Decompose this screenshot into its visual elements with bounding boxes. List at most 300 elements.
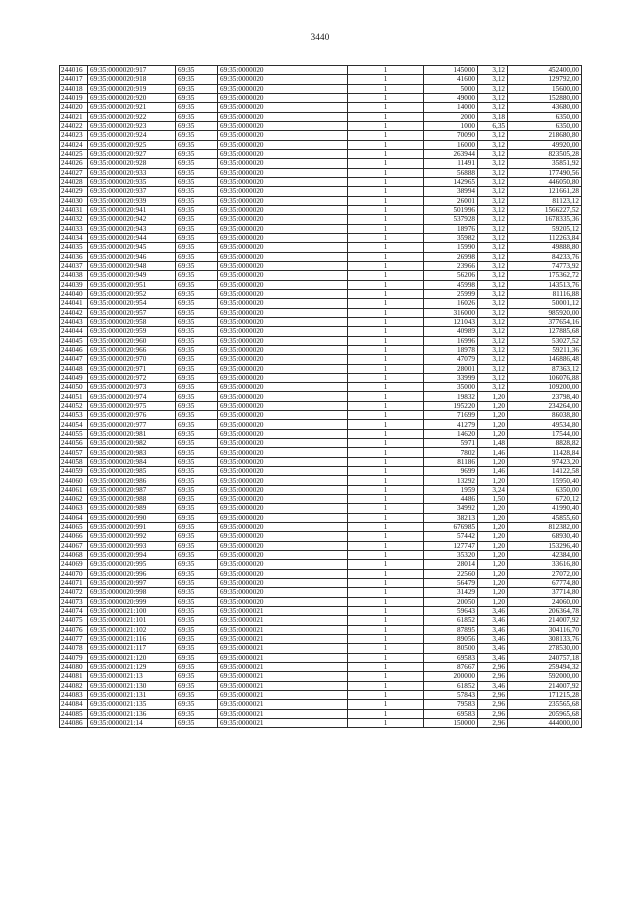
type-code-cell: 1 — [348, 252, 424, 261]
cadastral-number-cell: 69:35:0000020:935 — [88, 177, 176, 186]
table-row — [60, 597, 582, 606]
area-value-cell: 16996 — [424, 336, 478, 345]
specific-value-cell: 1,20 — [478, 411, 508, 420]
quarter-number-cell: 69:35:0000020 — [218, 373, 348, 382]
table-row — [60, 420, 582, 429]
row-number-cell: 244052 — [60, 401, 88, 410]
row-number-cell: 244025 — [60, 149, 88, 158]
specific-value-cell: 3,46 — [478, 625, 508, 634]
specific-value-cell: 3,46 — [478, 653, 508, 662]
cadastral-value-cell: 146886,48 — [508, 355, 582, 364]
area-value-cell: 47079 — [424, 355, 478, 364]
specific-value-cell: 2,96 — [478, 709, 508, 718]
district-code-cell: 69:35 — [176, 690, 218, 699]
cadastral-value-cell: 127885,68 — [508, 327, 582, 336]
type-code-cell: 1 — [348, 663, 424, 672]
area-value-cell: 18976 — [424, 224, 478, 233]
district-code-cell: 69:35 — [176, 560, 218, 569]
area-value-cell: 1000 — [424, 121, 478, 130]
quarter-number-cell: 69:35:0000020 — [218, 504, 348, 513]
district-code-cell: 69:35 — [176, 681, 218, 690]
quarter-number-cell: 69:35:0000020 — [218, 224, 348, 233]
area-value-cell: 142965 — [424, 177, 478, 186]
specific-value-cell: 1,20 — [478, 560, 508, 569]
cadastral-number-cell: 69:35:0000020:971 — [88, 364, 176, 373]
row-number-cell: 244086 — [60, 718, 88, 727]
specific-value-cell: 3,12 — [478, 84, 508, 93]
cadastral-value-cell: 59211,36 — [508, 345, 582, 354]
cadastral-value-cell: 42384,00 — [508, 551, 582, 560]
specific-value-cell: 2,96 — [478, 663, 508, 672]
table-row — [60, 504, 582, 513]
district-code-cell: 69:35 — [176, 261, 218, 270]
specific-value-cell: 1,48 — [478, 439, 508, 448]
area-value-cell: 57442 — [424, 532, 478, 541]
type-code-cell: 1 — [348, 690, 424, 699]
type-code-cell: 1 — [348, 196, 424, 205]
specific-value-cell: 1,20 — [478, 569, 508, 578]
table-row — [60, 429, 582, 438]
type-code-cell: 1 — [348, 569, 424, 578]
area-value-cell: 79583 — [424, 700, 478, 709]
row-number-cell: 244018 — [60, 84, 88, 93]
cadastral-number-cell: 69:35:0000020:946 — [88, 252, 176, 261]
table-row — [60, 532, 582, 541]
area-value-cell: 69583 — [424, 709, 478, 718]
cadastral-number-cell: 69:35:0000020:972 — [88, 373, 176, 382]
type-code-cell: 1 — [348, 233, 424, 242]
row-number-cell: 244043 — [60, 317, 88, 326]
type-code-cell: 1 — [348, 84, 424, 93]
table-row — [60, 187, 582, 196]
type-code-cell: 1 — [348, 317, 424, 326]
type-code-cell: 1 — [348, 681, 424, 690]
quarter-number-cell: 69:35:0000020 — [218, 187, 348, 196]
table-row — [60, 439, 582, 448]
area-value-cell: 25999 — [424, 289, 478, 298]
cadastral-value-cell: 74773,92 — [508, 261, 582, 270]
cadastral-number-cell: 69:35:0000020:923 — [88, 121, 176, 130]
cadastral-number-cell: 69:35:0000020:951 — [88, 280, 176, 289]
row-number-cell: 244061 — [60, 485, 88, 494]
district-code-cell: 69:35 — [176, 364, 218, 373]
area-value-cell: 40989 — [424, 327, 478, 336]
table-row — [60, 168, 582, 177]
area-value-cell: 676985 — [424, 523, 478, 532]
cadastral-number-cell: 69:35:0000020:948 — [88, 261, 176, 270]
area-value-cell: 38994 — [424, 187, 478, 196]
quarter-number-cell: 69:35:0000020 — [218, 308, 348, 317]
area-value-cell: 41279 — [424, 420, 478, 429]
area-value-cell: 57843 — [424, 690, 478, 699]
table-row — [60, 224, 582, 233]
area-value-cell: 537928 — [424, 215, 478, 224]
district-code-cell: 69:35 — [176, 672, 218, 681]
table-row — [60, 700, 582, 709]
quarter-number-cell: 69:35:0000020 — [218, 196, 348, 205]
row-number-cell: 244064 — [60, 513, 88, 522]
district-code-cell: 69:35 — [176, 541, 218, 550]
row-number-cell: 244081 — [60, 672, 88, 681]
area-value-cell: 16026 — [424, 299, 478, 308]
type-code-cell: 1 — [348, 336, 424, 345]
district-code-cell: 69:35 — [176, 420, 218, 429]
district-code-cell: 69:35 — [176, 168, 218, 177]
specific-value-cell: 1,20 — [478, 579, 508, 588]
district-code-cell: 69:35 — [176, 718, 218, 727]
type-code-cell: 1 — [348, 289, 424, 298]
quarter-number-cell: 69:35:0000020 — [218, 103, 348, 112]
type-code-cell: 1 — [348, 672, 424, 681]
area-value-cell: 11491 — [424, 159, 478, 168]
specific-value-cell: 3,12 — [478, 103, 508, 112]
specific-value-cell: 3,12 — [478, 215, 508, 224]
cadastral-value-cell: 121661,28 — [508, 187, 582, 196]
cadastral-number-cell: 69:35:0000020:958 — [88, 317, 176, 326]
type-code-cell: 1 — [348, 504, 424, 513]
type-code-cell: 1 — [348, 131, 424, 140]
row-number-cell: 244057 — [60, 448, 88, 457]
cadastral-number-cell: 69:35:0000020:927 — [88, 149, 176, 158]
type-code-cell: 1 — [348, 121, 424, 130]
cadastral-number-cell: 69:35:0000021:117 — [88, 644, 176, 653]
specific-value-cell: 1,20 — [478, 541, 508, 550]
specific-value-cell: 1,20 — [478, 401, 508, 410]
cadastral-value-cell: 234264,00 — [508, 401, 582, 410]
table-row — [60, 271, 582, 280]
cadastral-number-cell: 69:35:0000021:14 — [88, 718, 176, 727]
quarter-number-cell: 69:35:0000021 — [218, 700, 348, 709]
type-code-cell: 1 — [348, 224, 424, 233]
cadastral-value-cell: 153296,40 — [508, 541, 582, 550]
cadastral-value-cell: 59205,12 — [508, 224, 582, 233]
table-row — [60, 383, 582, 392]
cadastral-number-cell: 69:35:0000020:999 — [88, 597, 176, 606]
table-body — [60, 66, 582, 728]
cadastral-value-cell: 985920,00 — [508, 308, 582, 317]
table-row — [60, 392, 582, 401]
cadastral-number-cell: 69:35:0000020:988 — [88, 495, 176, 504]
type-code-cell: 1 — [348, 392, 424, 401]
cadastral-number-cell: 69:35:0000020:957 — [88, 308, 176, 317]
cadastral-value-cell: 86038,80 — [508, 411, 582, 420]
cadastral-value-cell: 592000,00 — [508, 672, 582, 681]
area-value-cell: 145000 — [424, 66, 478, 75]
quarter-number-cell: 69:35:0000020 — [218, 243, 348, 252]
cadastral-value-cell: 35851,92 — [508, 159, 582, 168]
specific-value-cell: 3,46 — [478, 644, 508, 653]
quarter-number-cell: 69:35:0000020 — [218, 131, 348, 140]
row-number-cell: 244054 — [60, 420, 88, 429]
row-number-cell: 244065 — [60, 523, 88, 532]
specific-value-cell: 1,50 — [478, 495, 508, 504]
type-code-cell: 1 — [348, 653, 424, 662]
specific-value-cell: 3,12 — [478, 336, 508, 345]
cadastral-value-cell: 177490,56 — [508, 168, 582, 177]
row-number-cell: 244045 — [60, 336, 88, 345]
row-number-cell: 244063 — [60, 504, 88, 513]
table-row — [60, 373, 582, 382]
cadastral-value-cell: 812382,00 — [508, 523, 582, 532]
cadastral-number-cell: 69:35:0000020:924 — [88, 131, 176, 140]
row-number-cell: 244041 — [60, 299, 88, 308]
quarter-number-cell: 69:35:0000020 — [218, 84, 348, 93]
quarter-number-cell: 69:35:0000021 — [218, 690, 348, 699]
row-number-cell: 244026 — [60, 159, 88, 168]
quarter-number-cell: 69:35:0000020 — [218, 261, 348, 270]
quarter-number-cell: 69:35:0000020 — [218, 112, 348, 121]
specific-value-cell: 1,20 — [478, 513, 508, 522]
type-code-cell: 1 — [348, 168, 424, 177]
quarter-number-cell: 69:35:0000020 — [218, 532, 348, 541]
cadastral-number-cell: 69:35:0000021:131 — [88, 690, 176, 699]
type-code-cell: 1 — [348, 364, 424, 373]
cadastral-value-cell: 49920,00 — [508, 140, 582, 149]
specific-value-cell: 3,12 — [478, 299, 508, 308]
area-value-cell: 35982 — [424, 233, 478, 242]
area-value-cell: 61852 — [424, 681, 478, 690]
quarter-number-cell: 69:35:0000020 — [218, 467, 348, 476]
table-row — [60, 541, 582, 550]
cadastral-value-cell: 15950,40 — [508, 476, 582, 485]
table-row — [60, 215, 582, 224]
table-row — [60, 457, 582, 466]
row-number-cell: 244034 — [60, 233, 88, 242]
district-code-cell: 69:35 — [176, 653, 218, 662]
cadastral-number-cell: 69:35:0000020:998 — [88, 588, 176, 597]
cadastral-value-cell: 214007,92 — [508, 616, 582, 625]
row-number-cell: 244031 — [60, 205, 88, 214]
table-row — [60, 336, 582, 345]
cadastral-value-cell: 11428,84 — [508, 448, 582, 457]
cadastral-number-cell: 69:35:0000020:954 — [88, 299, 176, 308]
district-code-cell: 69:35 — [176, 504, 218, 513]
cadastral-value-cell: 6350,00 — [508, 121, 582, 130]
cadastral-value-cell: 81123,12 — [508, 196, 582, 205]
district-code-cell: 69:35 — [176, 187, 218, 196]
area-value-cell: 18978 — [424, 345, 478, 354]
cadastral-value-cell: 8828,82 — [508, 439, 582, 448]
quarter-number-cell: 69:35:0000021 — [218, 663, 348, 672]
cadastral-value-cell: 1566227,52 — [508, 205, 582, 214]
type-code-cell: 1 — [348, 112, 424, 121]
row-number-cell: 244036 — [60, 252, 88, 261]
cadastral-value-cell: 97423,20 — [508, 457, 582, 466]
row-number-cell: 244069 — [60, 560, 88, 569]
quarter-number-cell: 69:35:0000020 — [218, 513, 348, 522]
quarter-number-cell: 69:35:0000020 — [218, 588, 348, 597]
cadastral-number-cell: 69:35:0000021:102 — [88, 625, 176, 634]
area-value-cell: 56888 — [424, 168, 478, 177]
area-value-cell: 5000 — [424, 84, 478, 93]
table-row — [60, 401, 582, 410]
cadastral-value-cell: 15600,00 — [508, 84, 582, 93]
type-code-cell: 1 — [348, 457, 424, 466]
district-code-cell: 69:35 — [176, 252, 218, 261]
specific-value-cell: 3,12 — [478, 196, 508, 205]
row-number-cell: 244080 — [60, 663, 88, 672]
cadastral-number-cell: 69:35:0000020:944 — [88, 233, 176, 242]
cadastral-value-cell: 278530,00 — [508, 644, 582, 653]
table-row — [60, 644, 582, 653]
table-row — [60, 317, 582, 326]
quarter-number-cell: 69:35:0000020 — [218, 485, 348, 494]
cadastral-number-cell: 69:35:0000020:945 — [88, 243, 176, 252]
quarter-number-cell: 69:35:0000020 — [218, 140, 348, 149]
specific-value-cell: 3,12 — [478, 159, 508, 168]
row-number-cell: 244048 — [60, 364, 88, 373]
area-value-cell: 4486 — [424, 495, 478, 504]
type-code-cell: 1 — [348, 532, 424, 541]
quarter-number-cell: 69:35:0000021 — [218, 681, 348, 690]
cadastral-number-cell: 69:35:0000020:922 — [88, 112, 176, 121]
cadastral-number-cell: 69:35:0000020:933 — [88, 168, 176, 177]
cadastral-value-cell: 50001,12 — [508, 299, 582, 308]
district-code-cell: 69:35 — [176, 224, 218, 233]
type-code-cell: 1 — [348, 476, 424, 485]
specific-value-cell: 1,46 — [478, 467, 508, 476]
cadastral-number-cell: 69:35:0000020:943 — [88, 224, 176, 233]
cadastral-value-cell: 214007,92 — [508, 681, 582, 690]
specific-value-cell: 3,12 — [478, 224, 508, 233]
table-row — [60, 103, 582, 112]
quarter-number-cell: 69:35:0000020 — [218, 579, 348, 588]
type-code-cell: 1 — [348, 159, 424, 168]
row-number-cell: 244077 — [60, 635, 88, 644]
quarter-number-cell: 69:35:0000020 — [218, 93, 348, 102]
quarter-number-cell: 69:35:0000020 — [218, 392, 348, 401]
quarter-number-cell: 69:35:0000020 — [218, 560, 348, 569]
table-row — [60, 607, 582, 616]
quarter-number-cell: 69:35:0000021 — [218, 672, 348, 681]
type-code-cell: 1 — [348, 700, 424, 709]
specific-value-cell: 3,12 — [478, 168, 508, 177]
cadastral-value-cell: 171215,28 — [508, 690, 582, 699]
area-value-cell: 61852 — [424, 616, 478, 625]
row-number-cell: 244020 — [60, 103, 88, 112]
type-code-cell: 1 — [348, 560, 424, 569]
table-row — [60, 66, 582, 75]
row-number-cell: 244024 — [60, 140, 88, 149]
area-value-cell: 316000 — [424, 308, 478, 317]
cadastral-number-cell: 69:35:0000020:970 — [88, 355, 176, 364]
specific-value-cell: 1,20 — [478, 429, 508, 438]
district-code-cell: 69:35 — [176, 233, 218, 242]
area-value-cell: 26001 — [424, 196, 478, 205]
cadastral-value-cell: 49888,80 — [508, 243, 582, 252]
row-number-cell: 244028 — [60, 177, 88, 186]
district-code-cell: 69:35 — [176, 709, 218, 718]
row-number-cell: 244022 — [60, 121, 88, 130]
district-code-cell: 69:35 — [176, 700, 218, 709]
cadastral-value-cell: 205965,68 — [508, 709, 582, 718]
row-number-cell: 244030 — [60, 196, 88, 205]
cadastral-value-cell: 218680,80 — [508, 131, 582, 140]
specific-value-cell: 1,20 — [478, 532, 508, 541]
area-value-cell: 20050 — [424, 597, 478, 606]
row-number-cell: 244078 — [60, 644, 88, 653]
quarter-number-cell: 69:35:0000020 — [218, 317, 348, 326]
area-value-cell: 9699 — [424, 467, 478, 476]
table-row — [60, 327, 582, 336]
cadastral-number-cell: 69:35:0000021:101 — [88, 616, 176, 625]
district-code-cell: 69:35 — [176, 607, 218, 616]
area-value-cell: 28001 — [424, 364, 478, 373]
cadastral-number-cell: 69:35:0000020:942 — [88, 215, 176, 224]
cadastral-number-cell: 69:35:0000020:989 — [88, 504, 176, 513]
quarter-number-cell: 69:35:0000020 — [218, 401, 348, 410]
cadastral-value-cell: 823505,28 — [508, 149, 582, 158]
type-code-cell: 1 — [348, 625, 424, 634]
quarter-number-cell: 69:35:0000020 — [218, 215, 348, 224]
cadastral-number-cell: 69:35:0000020:991 — [88, 523, 176, 532]
row-number-cell: 244038 — [60, 271, 88, 280]
cadastral-value-cell: 37714,80 — [508, 588, 582, 597]
table-row — [60, 467, 582, 476]
specific-value-cell: 3,12 — [478, 205, 508, 214]
specific-value-cell: 3,46 — [478, 635, 508, 644]
type-code-cell: 1 — [348, 93, 424, 102]
cadastral-number-cell: 69:35:0000020:986 — [88, 476, 176, 485]
type-code-cell: 1 — [348, 607, 424, 616]
district-code-cell: 69:35 — [176, 663, 218, 672]
specific-value-cell: 1,20 — [478, 523, 508, 532]
quarter-number-cell: 69:35:0000020 — [218, 429, 348, 438]
district-code-cell: 69:35 — [176, 439, 218, 448]
cadastral-number-cell: 69:35:0000020:973 — [88, 383, 176, 392]
table-row — [60, 84, 582, 93]
table-row — [60, 588, 582, 597]
area-value-cell: 56206 — [424, 271, 478, 280]
quarter-number-cell: 69:35:0000021 — [218, 625, 348, 634]
row-number-cell: 244073 — [60, 597, 88, 606]
specific-value-cell: 1,20 — [478, 504, 508, 513]
cadastral-number-cell: 69:35:0000021:116 — [88, 635, 176, 644]
row-number-cell: 244074 — [60, 607, 88, 616]
quarter-number-cell: 69:35:0000020 — [218, 523, 348, 532]
specific-value-cell: 2,96 — [478, 718, 508, 727]
area-value-cell: 45998 — [424, 280, 478, 289]
district-code-cell: 69:35 — [176, 317, 218, 326]
type-code-cell: 1 — [348, 373, 424, 382]
type-code-cell: 1 — [348, 513, 424, 522]
quarter-number-cell: 69:35:0000020 — [218, 569, 348, 578]
quarter-number-cell: 69:35:0000020 — [218, 299, 348, 308]
area-value-cell: 1959 — [424, 485, 478, 494]
cadastral-number-cell: 69:35:0000020:976 — [88, 411, 176, 420]
specific-value-cell: 3,12 — [478, 187, 508, 196]
cadastral-number-cell: 69:35:0000021:129 — [88, 663, 176, 672]
cadastral-value-cell: 106076,88 — [508, 373, 582, 382]
cadastral-value-cell: 84233,76 — [508, 252, 582, 261]
specific-value-cell: 3,12 — [478, 177, 508, 186]
quarter-number-cell: 69:35:0000020 — [218, 355, 348, 364]
cadastral-number-cell: 69:35:0000020:996 — [88, 569, 176, 578]
cadastral-value-cell: 6720,12 — [508, 495, 582, 504]
type-code-cell: 1 — [348, 327, 424, 336]
row-number-cell: 244060 — [60, 476, 88, 485]
table-row — [60, 635, 582, 644]
area-value-cell: 13292 — [424, 476, 478, 485]
row-number-cell: 244066 — [60, 532, 88, 541]
cadastral-number-cell: 69:35:0000020:994 — [88, 551, 176, 560]
area-value-cell: 28014 — [424, 560, 478, 569]
district-code-cell: 69:35 — [176, 196, 218, 205]
type-code-cell: 1 — [348, 177, 424, 186]
cadastral-number-cell: 69:35:0000020:985 — [88, 467, 176, 476]
cadastral-value-cell: 235565,68 — [508, 700, 582, 709]
type-code-cell: 1 — [348, 383, 424, 392]
